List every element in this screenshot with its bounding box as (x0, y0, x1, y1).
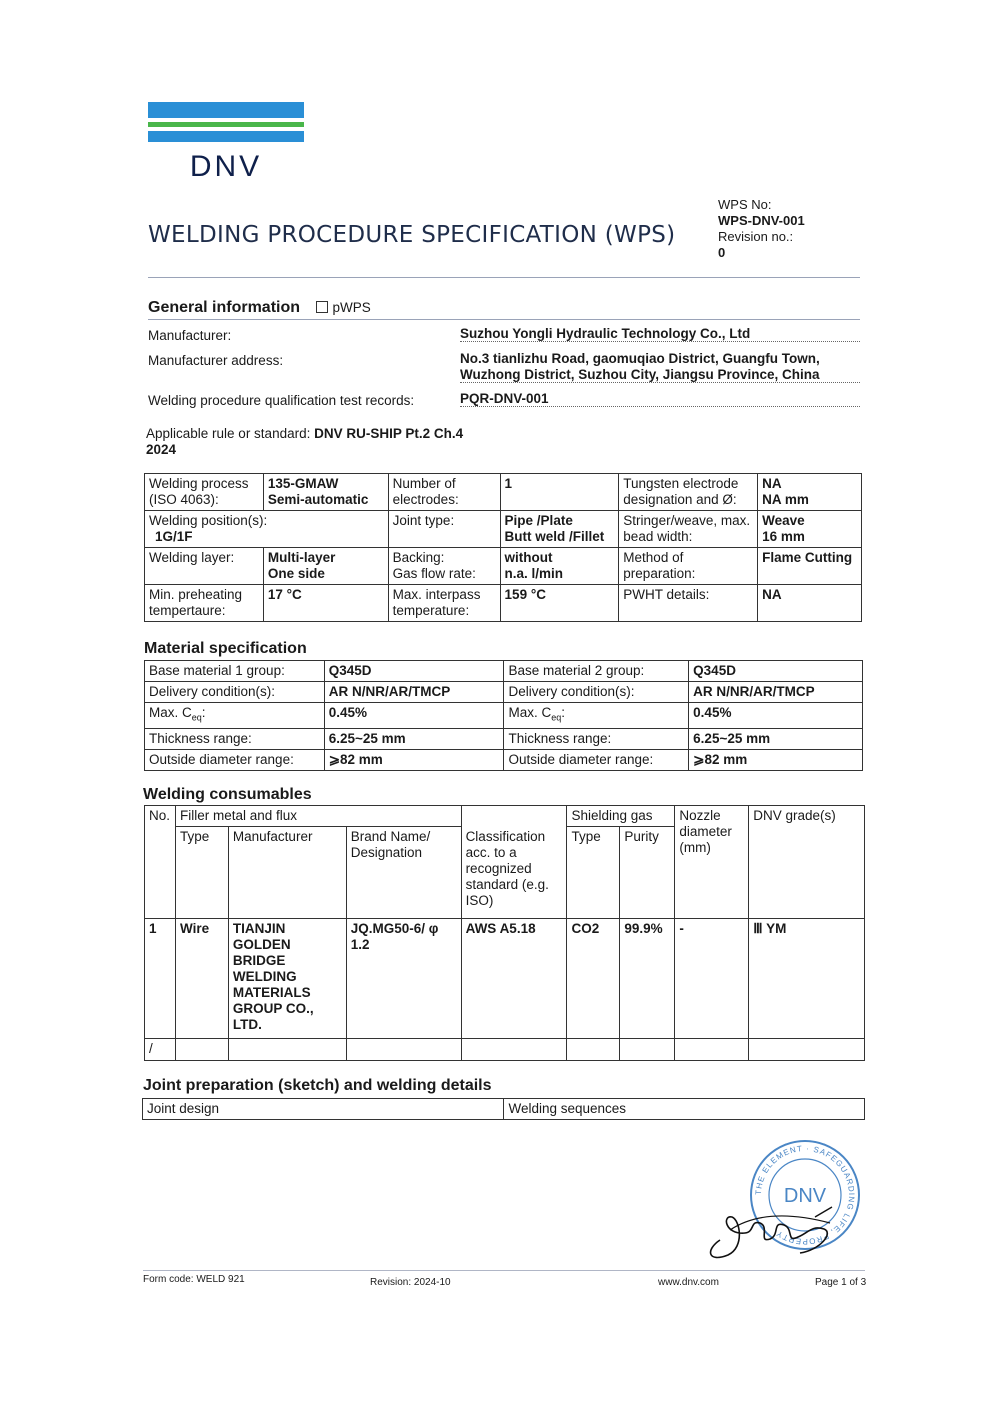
col-grade-header: DNV grade(s) (749, 806, 865, 919)
material-label: Thickness range: (145, 728, 325, 749)
welding-sequences-header: Welding sequences (504, 1099, 865, 1120)
address-line1: No.3 tianlizhu Road, gaomuqiao District, Guangfu Town, (460, 351, 820, 366)
revision-label: Revision no.: (718, 229, 794, 244)
layer-label: Welding layer: (145, 548, 264, 585)
col-nozzle-header: Nozzle diameter (mm) (675, 806, 749, 919)
blank-header-cell (461, 806, 567, 827)
row-class: AWS A5.18 (461, 919, 567, 1039)
preheat-label: Min. preheating tempertaure: (145, 585, 264, 622)
pwht-value: NA (758, 585, 862, 622)
material-value: 6.25~25 mm (689, 728, 863, 749)
material-value: Q345D (689, 661, 863, 682)
tungsten-value: NA NA mm (758, 474, 862, 511)
document-title: WELDING PROCEDURE SPECIFICATION (WPS) (148, 222, 676, 248)
wps-info (718, 197, 805, 261)
electrodes-value: 1 (500, 474, 619, 511)
row-purity: 99.9% (620, 919, 675, 1039)
footer-rule (143, 1270, 865, 1271)
material-value: 6.25~25 mm (324, 728, 504, 749)
material-row (145, 661, 863, 682)
joint-type-value: Pipe /Plate Butt weld /Fillet (500, 511, 619, 548)
title-rule (148, 277, 860, 278)
consumables-heading: Welding consumables (143, 786, 312, 803)
material-label: Delivery condition(s): (504, 682, 689, 703)
backing-value: without n.a. l/min (500, 548, 619, 585)
material-row (145, 682, 863, 703)
material-label: Base material 2 group: (504, 661, 689, 682)
material-value: ⩾82 mm (324, 749, 504, 770)
material-heading: Material specification (144, 640, 307, 657)
row-grade: Ⅲ YM (749, 919, 865, 1039)
interpass-value: 159 °C (500, 585, 619, 622)
dnv-logo-text: DNV (189, 150, 263, 182)
material-label: Outside diameter range: (145, 749, 325, 770)
wps-no-label: WPS No: (718, 197, 772, 212)
page-number: Page 1 of 3 (815, 1277, 867, 1288)
material-row (145, 703, 863, 729)
stamp-text: DNV (783, 1185, 827, 1207)
preparation-label: Method of preparation: (619, 548, 758, 585)
col-brand-header: Brand Name/ Designation (346, 827, 461, 919)
material-value: AR N/NR/AR/TMCP (689, 682, 863, 703)
row-type: Wire (175, 919, 228, 1039)
pqr-value: PQR-DNV-001 (460, 391, 860, 407)
table-row (145, 1039, 865, 1061)
tungsten-label: Tungsten electrode designation and Ø: (619, 474, 758, 511)
pqr-label: Welding procedure qualification test records: (148, 393, 415, 408)
address-label: Manufacturer address: (148, 353, 284, 368)
col-class-header: Classification acc. to a recognized standard (e.g. ISO) (461, 827, 567, 919)
col-purity-header: Purity (620, 827, 675, 919)
material-label: Outside diameter range: (504, 749, 689, 770)
preheat-value: 17 °C (263, 585, 388, 622)
material-row (145, 728, 863, 749)
material-table (144, 660, 863, 771)
revision-no: 0 (718, 245, 726, 260)
row-brand: JQ.MG50-6/ φ 1.2 (346, 919, 461, 1039)
interpass-label: Max. interpass temperature: (388, 585, 500, 622)
pwps-label: pWPS (332, 300, 371, 315)
material-value: ⩾82 mm (689, 749, 863, 770)
form-code: Form code: WELD 921 (143, 1274, 245, 1285)
col-gas-type-header: Type (567, 827, 620, 919)
material-label: Delivery condition(s): (145, 682, 325, 703)
process-table (144, 473, 862, 622)
col-no-header: No. (145, 806, 176, 919)
stringer-value: Weave 16 mm (758, 511, 862, 548)
dnv-logo (148, 102, 304, 182)
row-no: 1 (145, 919, 176, 1039)
backing-label: Backing: Gas flow rate: (388, 548, 500, 585)
wps-no: WPS-DNV-001 (718, 213, 805, 228)
pwps-checkbox[interactable] (316, 301, 328, 313)
pwht-label: PWHT details: (619, 585, 758, 622)
stringer-label: Stringer/weave, max. bead width: (619, 511, 758, 548)
layer-value: Multi-layer One side (263, 548, 388, 585)
row-no: / (145, 1039, 176, 1061)
signature (700, 1195, 840, 1265)
material-value: 0.45% (689, 703, 863, 729)
process-label: Welding process (ISO 4063): (145, 474, 264, 511)
manufacturer-label: Manufacturer: (148, 328, 232, 343)
col-gas-header: Shielding gas (567, 806, 675, 827)
joint-design-header: Joint design (143, 1099, 504, 1120)
general-info-heading: General information (148, 299, 301, 316)
consumables-table (144, 805, 865, 1061)
material-row (145, 749, 863, 770)
material-label: Base material 1 group: (145, 661, 325, 682)
rule-row (146, 426, 463, 458)
material-value: AR N/NR/AR/TMCP (324, 682, 504, 703)
col-manufacturer-header: Manufacturer (228, 827, 346, 919)
position-label: Welding position(s): (149, 513, 268, 528)
position-value: 1G/1F (155, 529, 193, 544)
row-nozzle: - (675, 919, 749, 1039)
stamp-ring-text: THE ELEMENT · SAFEGUARDING LIFE, PROPERTY (753, 1143, 857, 1247)
material-value: 0.45% (324, 703, 504, 729)
general-heading-row (148, 299, 860, 320)
address-line2: Wuzhong District, Suzhou City, Jiangsu Province, China (460, 367, 860, 383)
col-filler-header: Filler metal and flux (175, 806, 461, 827)
rule-value: DNV RU-SHIP Pt.2 Ch.4 (314, 426, 464, 441)
rule-label: Applicable rule or standard: (146, 426, 311, 441)
process-value: 135-GMAW Semi-automatic (263, 474, 388, 511)
row-manufacturer: TIANJIN GOLDEN BRIDGE WELDING MATERIALS GROUP CO., LTD. (228, 919, 346, 1039)
col-type-header: Type (175, 827, 228, 919)
position-cell (145, 511, 389, 548)
electrodes-label: Number of electrodes: (388, 474, 500, 511)
material-label: Max. $C_{eq}$: (504, 703, 689, 729)
footer-url[interactable]: www.dnv.com (658, 1277, 719, 1288)
row-gas: CO2 (567, 919, 620, 1039)
joint-heading: Joint preparation (sketch) and welding details (143, 1077, 492, 1094)
footer-revision: Revision: 2024-10 (370, 1277, 451, 1288)
material-value: Q345D (324, 661, 504, 682)
material-label: Thickness range: (504, 728, 689, 749)
rule-year: 2024 (146, 442, 177, 457)
joint-table (142, 1098, 865, 1120)
manufacturer-value: Suzhou Yongli Hydraulic Technology Co., Ltd (460, 326, 860, 342)
material-label: Max. $C_{eq}$: (145, 703, 325, 729)
joint-type-label: Joint type: (388, 511, 500, 548)
table-row (145, 919, 865, 1039)
preparation-value: Flame Cutting (758, 548, 862, 585)
